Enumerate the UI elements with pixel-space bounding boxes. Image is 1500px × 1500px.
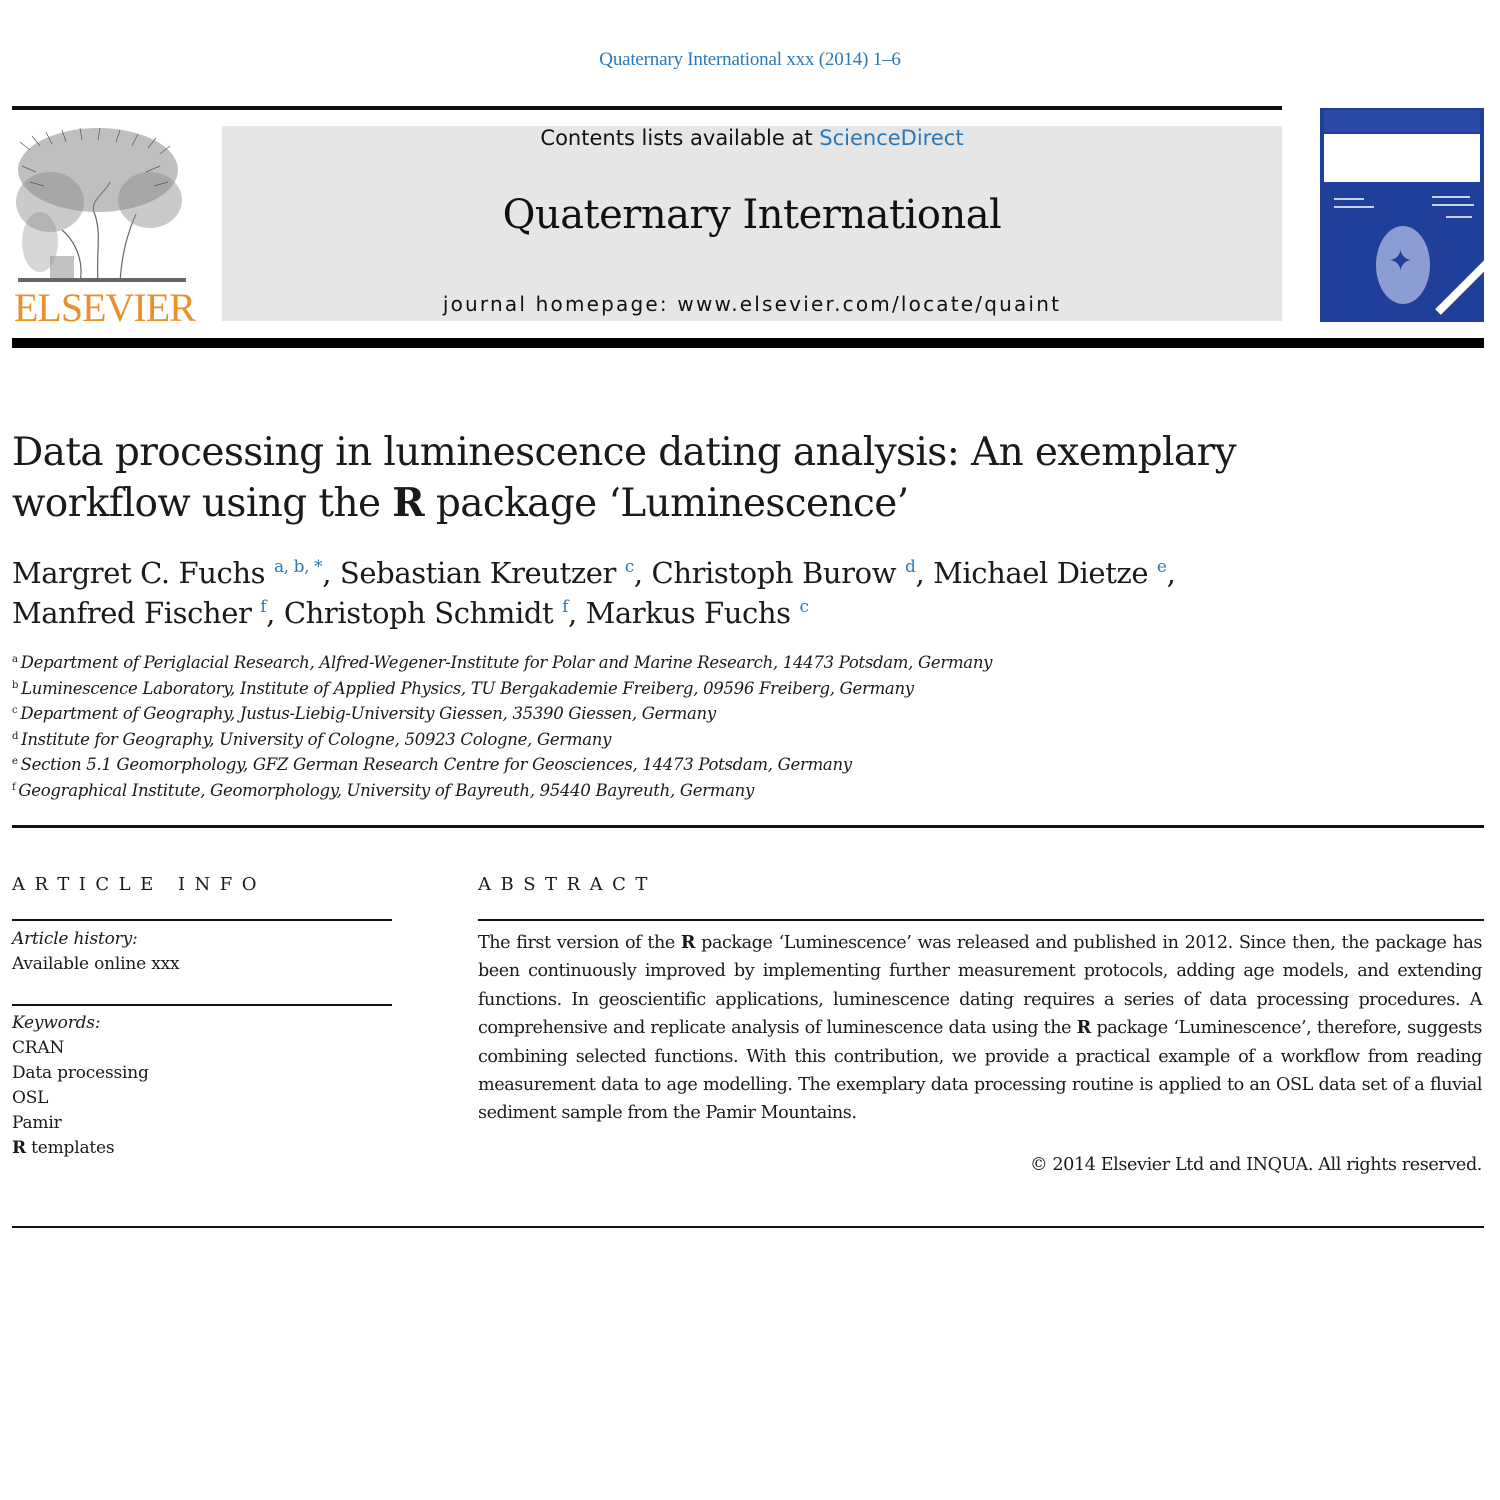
author [340, 556, 652, 590]
author-name[interactable]: Markus Fuchs [585, 596, 791, 630]
abstract-rule [478, 919, 1484, 921]
journal-title: Quaternary International [502, 192, 1002, 238]
author-affiliation-link[interactable]: c [624, 557, 634, 577]
affiliation-key: c [12, 705, 18, 716]
cover-text-line [1432, 204, 1474, 206]
affiliation-text: Department of Geography, Justus-Liebig-University Giessen, 35390 Giessen, Germany [20, 704, 716, 723]
section-end-rule [12, 1226, 1484, 1228]
keyword: Data processing [12, 1063, 149, 1083]
info-rule [12, 1004, 392, 1006]
author-list [12, 553, 1312, 633]
author-name[interactable]: Margret C. Fuchs [12, 556, 266, 590]
article-title [12, 428, 1312, 529]
author-name[interactable]: Christoph Schmidt [283, 596, 554, 630]
cover-white-band [1324, 134, 1480, 182]
keyword-r-bold: R [12, 1138, 26, 1158]
contents-line [222, 126, 1282, 150]
keyword [12, 1136, 149, 1161]
affiliation-key: b [12, 679, 19, 691]
abstract-segment: package ‘Luminescence’, therefore, suggests combining selected functions. With this contribution, we provide a practical example of a workflow from reading measurement data to age modelling. The exemplary data processing routine is applied to an OSL data set of a fluvial sediment sample from the Pamir Mountains. [478, 1018, 1482, 1124]
cover-text-line [1446, 216, 1472, 218]
affiliation-text: Institute for Geography, University of Cologne, 50923 Cologne, Germany [21, 729, 612, 749]
running-head[interactable]: Quaternary International xxx (2014) 1–6 [599, 49, 901, 70]
cover-text-line [1432, 196, 1470, 198]
info-rule [12, 919, 392, 921]
article-history [12, 927, 179, 977]
affiliation-key: f [12, 781, 16, 793]
author [586, 596, 809, 630]
author-separator: , [266, 596, 284, 630]
abstract-r-bold: R [680, 932, 696, 953]
abstract-text [478, 929, 1482, 1128]
author-affiliation-link[interactable]: e [1156, 557, 1167, 577]
abstract-heading: ABSTRACT [478, 874, 657, 895]
history-label: Article history: [12, 929, 138, 949]
author [12, 596, 284, 630]
keywords-list [12, 1011, 149, 1161]
author-name[interactable]: Michael Dietze [933, 556, 1149, 590]
author [933, 556, 1175, 590]
contents-prefix: Contents lists available at [540, 126, 820, 150]
affiliation [12, 650, 1112, 676]
affiliation-text: Luminescence Laboratory, Institute of Applied Physics, TU Bergakademie Freiberg, 09596 Freiberg, Germany [21, 678, 914, 698]
cover-text-line [1334, 206, 1374, 208]
keyword-rest: templates [25, 1138, 115, 1158]
section-rule [12, 825, 1484, 828]
author-separator: , [567, 596, 586, 630]
keyword: OSL [12, 1088, 49, 1108]
author-affiliation-link[interactable]: d [904, 557, 916, 577]
keyword: CRAN [12, 1038, 65, 1058]
journal-masthead [222, 126, 1282, 321]
title-text-1: Data processing in luminescence dating analysis: An exemplary workflow using the [12, 430, 1237, 526]
journal-homepage [222, 292, 1282, 316]
affiliation-key: d [12, 730, 19, 742]
sciencedirect-link[interactable]: ScienceDirect [819, 126, 964, 150]
cover-text-line [1334, 198, 1364, 200]
elsevier-tree-icon [10, 122, 186, 292]
cover-top-strip [1324, 110, 1480, 132]
author-separator: , [1166, 556, 1176, 590]
homepage-url-link[interactable]: www.elsevier.com/locate/quaint [677, 292, 1062, 316]
affiliation [12, 778, 1112, 804]
affiliation [12, 676, 1112, 702]
abstract-segment: package ‘Luminescence’ was released and published in 2012. Since then, the package has been continuously improved by implementing further measurement protocols, adding age models, and extending functions. In geoscientific applications, luminescence dating requires a series of data processing procedures. A comprehensive and replicate analysis of luminescence data using the [478, 933, 1482, 1039]
inqua-emblem-icon [1376, 226, 1430, 304]
copyright-notice: © 2014 Elsevier Ltd and INQUA. All rights reserved. [1029, 1155, 1482, 1175]
keywords-label: Keywords: [12, 1013, 101, 1033]
author [652, 556, 934, 590]
author-separator: , [915, 556, 934, 590]
homepage-prefix: journal homepage: [442, 292, 678, 316]
author-affiliation-link[interactable]: c [799, 597, 809, 617]
author-name[interactable]: Sebastian Kreutzer [339, 556, 616, 590]
affiliation-list [12, 650, 1112, 803]
header-top-rule [12, 106, 1282, 110]
author-affiliation-link[interactable]: f [562, 597, 568, 617]
title-text-2: package ‘Luminescence’ [424, 481, 909, 526]
cover-stripe [1435, 253, 1484, 315]
author-separator: , [322, 556, 340, 590]
affiliation [12, 752, 1112, 778]
article-info-heading: ARTICLE INFO [12, 874, 267, 895]
author-affiliation-link[interactable]: f [260, 597, 267, 617]
affiliation-key: a [12, 654, 18, 665]
author [12, 556, 340, 590]
author-name[interactable]: Christoph Burow [651, 556, 897, 590]
abstract-r-bold: R [1076, 1017, 1091, 1039]
author-affiliation-link[interactable]: a, b, * [273, 557, 323, 577]
elsevier-logo[interactable] [10, 122, 195, 330]
affiliation [12, 701, 1112, 727]
affiliation-text: Geographical Institute, Geomorphology, University of Bayreuth, 95440 Bayreuth, Germany [18, 780, 754, 800]
affiliation-key: e [12, 756, 18, 767]
keyword: Pamir [12, 1113, 62, 1133]
affiliation-text: Section 5.1 Geomorphology, GFZ German Research Centre for Geosciences, 14473 Potsdam, Germany [20, 755, 852, 774]
elsevier-wordmark: ELSEVIER [14, 285, 195, 330]
author-name[interactable]: Manfred Fischer [12, 596, 252, 630]
header-bottom-rule [12, 338, 1484, 348]
abstract-segment: The first version of the [478, 933, 681, 953]
title-r-bold: R [392, 480, 425, 526]
affiliation [12, 727, 1112, 753]
affiliation-text: Department of Periglacial Research, Alfred-Wegener-Institute for Polar and Marine Research, 14473 Potsdam, Germany [20, 653, 993, 672]
history-value: Available online xxx [12, 954, 180, 974]
author [284, 596, 586, 630]
journal-cover-image[interactable] [1320, 108, 1484, 322]
author-separator: , [633, 556, 652, 590]
